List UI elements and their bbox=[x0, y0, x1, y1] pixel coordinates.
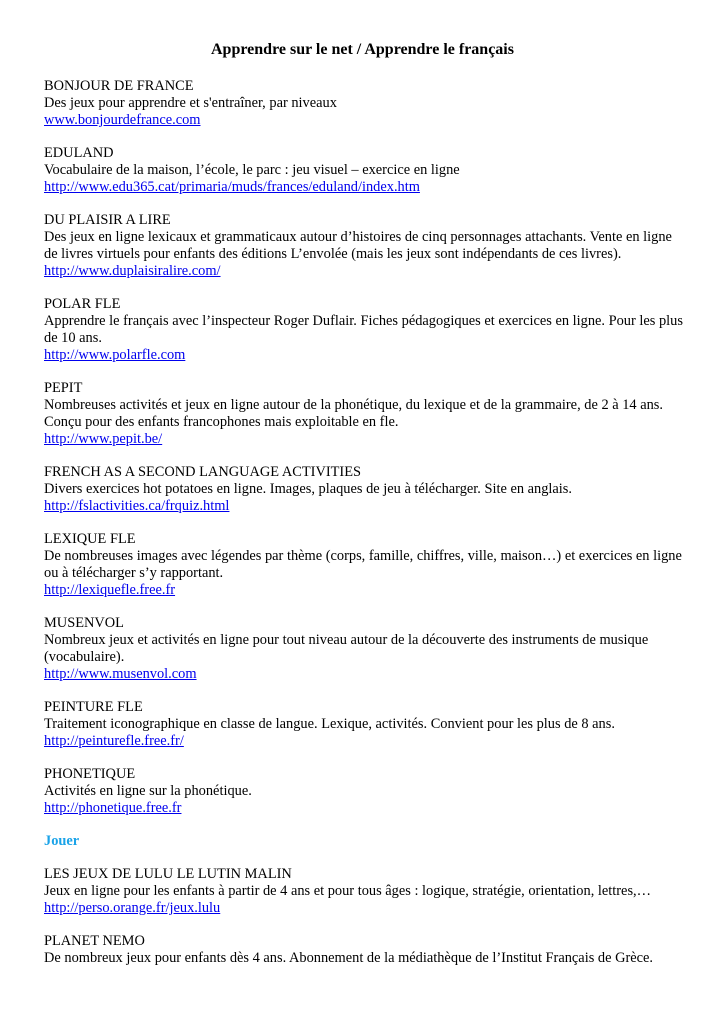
list-item bbox=[44, 933, 684, 967]
entry-description: De nombreuses images avec légendes par thème (corps, famille, chiffres, ville, maison…) et exercices en ligne ou à télécharger s’y rapportant. bbox=[44, 548, 682, 581]
entry-link[interactable]: http://peinturefle.free.fr/ bbox=[44, 733, 184, 749]
entry-link[interactable]: http://perso.orange.fr/jeux.lulu bbox=[44, 900, 221, 916]
entry-name: PHONETIQUE bbox=[44, 766, 136, 782]
entry-name: PLANET NEMO bbox=[44, 933, 145, 949]
entry-link[interactable]: www.bonjourdefrance.com bbox=[44, 112, 201, 128]
entry-link[interactable]: http://www.pepit.be/ bbox=[44, 431, 163, 447]
entry-description: Nombreuses activités et jeux en ligne autour de la phonétique, du lexique et de la grammaire, de 2 à 14 ans. Conçu pour des enfants francophones mais exploitable en fle. bbox=[44, 397, 663, 430]
entry-name: POLAR FLE bbox=[44, 296, 121, 312]
entry-link[interactable]: http://www.edu365.cat/primaria/muds/frances/eduland/index.htm bbox=[44, 179, 420, 195]
entry-name: BONJOUR DE FRANCE bbox=[44, 78, 194, 94]
list-item bbox=[44, 212, 684, 280]
entry-link[interactable]: http://www.musenvol.com bbox=[44, 666, 197, 682]
entry-name: MUSENVOL bbox=[44, 615, 124, 631]
entry-link[interactable]: http://www.duplaisiralire.com/ bbox=[44, 263, 221, 279]
entry-link[interactable]: http://fslactivities.ca/frquiz.html bbox=[44, 498, 230, 514]
entry-name: LES JEUX DE LULU LE LUTIN MALIN bbox=[44, 866, 292, 882]
entry-description: Divers exercices hot potatoes en ligne. Images, plaques de jeu à télécharger. Site en anglais. bbox=[44, 481, 572, 497]
entry-description: Vocabulaire de la maison, l’école, le parc : jeu visuel – exercice en ligne bbox=[44, 162, 460, 178]
entry-description: Traitement iconographique en classe de langue. Lexique, activités. Convient pour les plus de 8 ans. bbox=[44, 716, 615, 732]
entry-name: PEINTURE FLE bbox=[44, 699, 143, 715]
entry-link[interactable]: http://phonetique.free.fr bbox=[44, 800, 182, 816]
entry-description: Jeux en ligne pour les enfants à partir de 4 ans et pour tous âges : logique, stratégie, orientation, lettres,… bbox=[44, 883, 652, 899]
entry-description: Des jeux en ligne lexicaux et grammaticaux autour d’histoires de cinq personnages attachants. Vente en ligne de livres virtuels pour enfants des éditions L’envolée (mais les jeux sont indépendants de ces livres). bbox=[44, 229, 672, 262]
entry-description: Activités en ligne sur la phonétique. bbox=[44, 783, 252, 799]
entry-name: FRENCH AS A SECOND LANGUAGE ACTIVITIES bbox=[44, 464, 362, 480]
entry-description: De nombreux jeux pour enfants dès 4 ans. Abonnement de la médiathèque de l’Institut Français de Grèce. bbox=[44, 950, 654, 966]
list-item bbox=[44, 615, 684, 683]
entry-description: Apprendre le français avec l’inspecteur Roger Duflair. Fiches pédagogiques et exercices en ligne. Pour les plus de 10 ans. bbox=[44, 313, 683, 346]
entry-link[interactable]: http://www.polarfle.com bbox=[44, 347, 186, 363]
entry-link[interactable]: http://lexiquefle.free.fr bbox=[44, 582, 176, 598]
list-item bbox=[44, 296, 684, 364]
list-item bbox=[44, 766, 684, 817]
entry-description: Nombreux jeux et activités en ligne pour tout niveau autour de la découverte des instruments de musique (vocabulaire). bbox=[44, 632, 649, 665]
section-heading-jouer: Jouer bbox=[44, 833, 80, 849]
list-item bbox=[44, 78, 684, 129]
list-item bbox=[44, 866, 684, 917]
content bbox=[44, 78, 684, 983]
entry-description: Des jeux pour apprendre et s'entraîner, par niveaux bbox=[44, 95, 337, 111]
entry-name: LEXIQUE FLE bbox=[44, 531, 136, 547]
page-title: Apprendre sur le net / Apprendre le français bbox=[211, 41, 514, 58]
list-item bbox=[44, 531, 684, 599]
list-item bbox=[44, 464, 684, 515]
entry-name: DU PLAISIR A LIRE bbox=[44, 212, 171, 228]
entry-name: EDULAND bbox=[44, 145, 114, 161]
entry-name: PEPIT bbox=[44, 380, 83, 396]
list-item bbox=[44, 699, 684, 750]
list-item bbox=[44, 380, 684, 448]
list-item bbox=[44, 145, 684, 196]
